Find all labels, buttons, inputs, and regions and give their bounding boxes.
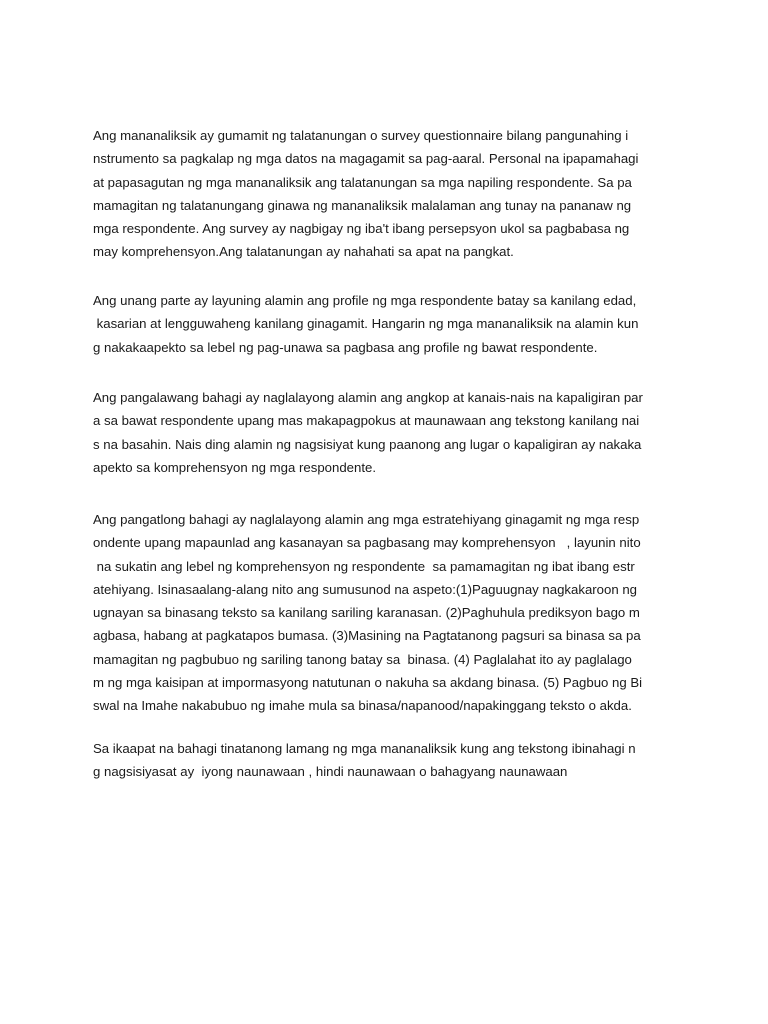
text-line: mga respondente. Ang survey ay nagbigay ng iba't ibang persepsyon ukol sa pagbabasa ng <box>93 221 630 237</box>
text-line: swal na Imahe nakabubuo ng imahe mula sa binasa/napanood/napakinggang teksto o akda. <box>93 698 632 714</box>
text-line: a sa bawat respondente upang mas makapagpokus at maunawaan ang tekstong kanilang nai <box>93 413 640 429</box>
text-line: apekto sa komprehensyon ng mga respondente. <box>93 459 376 475</box>
paragraph-1 <box>93 124 693 264</box>
text-line: nstrumento sa pagkalap ng mga datos na magagamit sa pag-aaral. Personal na ipapamahagi <box>93 151 639 167</box>
paragraph-3 <box>93 386 693 479</box>
text-line: agbasa, habang at pagkatapos bumasa. (3)Masining na Pagtatanong pagsuri sa binasa sa pa <box>93 628 641 644</box>
paragraph-4 <box>93 508 693 718</box>
text-line: kasarian at lengguwaheng kanilang ginagamit. Hangarin ng mga mananaliksik na alamin kun <box>93 316 639 332</box>
text-line: mamagitan ng pagbubuo ng sariling tanong batay sa binasa. (4) Paglalahat ito ay paglalago <box>93 651 632 667</box>
text-line: Ang unang parte ay layuning alamin ang profile ng mga respondente batay sa kanilang edad, <box>93 293 637 308</box>
text-line: g nagsisiyasat ay iyong naunawaan , hindi naunawaan o bahagyang naunawaan <box>93 764 568 780</box>
text-line: may komprehensyon.Ang talatanungan ay nahahati sa apat na pangkat. <box>93 244 514 260</box>
text-line: g nakakaapekto sa lebel ng pag-unawa sa pagbasa ang profile ng bawat respondente. <box>93 339 598 355</box>
paragraph-2 <box>93 289 693 359</box>
text-line: Ang mananaliksik ay gumamit ng talatanungan o survey questionnaire bilang pangunahing i <box>93 128 629 143</box>
text-line: na sukatin ang lebel ng komprehensyon ng respondente sa pamamagitan ng ibat ibang estr <box>93 558 635 574</box>
text-line: Ang pangatlong bahagi ay naglalayong alamin ang mga estratehiyang ginagamit ng mga resp <box>93 512 640 527</box>
text-line: ondente upang mapaunlad ang kasanayan sa pagbasang may komprehensyon , layunin nito <box>93 535 641 551</box>
text-line: Sa ikaapat na bahagi tinatanong lamang ng mga mananaliksik kung ang tekstong ibinahagi n <box>93 741 636 756</box>
text-line: s na basahin. Nais ding alamin ng nagsisiyat kung paanong ang lugar o kapaligiran ay nakaka <box>93 436 642 452</box>
text-line: at papasagutan ng mga mananaliksik ang talatanungan sa mga napiling respondente. Sa pa <box>93 174 632 190</box>
text-line: m ng mga kaisipan at impormasyong natutunan o nakuha sa akdang binasa. (5) Pagbuo ng Bi <box>93 675 643 691</box>
text-line: Ang pangalawang bahagi ay naglalayong alamin ang angkop at kanais-nais na kapaligiran par <box>93 390 643 405</box>
text-line: mamagitan ng talatanungang ginawa ng mananaliksik malalaman ang tunay na pananaw ng <box>93 197 632 213</box>
text-line: ugnayan sa binasang teksto sa kanilang sariling karanasan. (2)Paghuhula prediksyon bago m <box>93 605 640 621</box>
text-line: atehiyang. Isinasaalang-alang nito ang sumusunod na aspeto:(1)Paguugnay nagkakaroon ng <box>93 581 638 597</box>
paragraph-5 <box>93 737 693 784</box>
